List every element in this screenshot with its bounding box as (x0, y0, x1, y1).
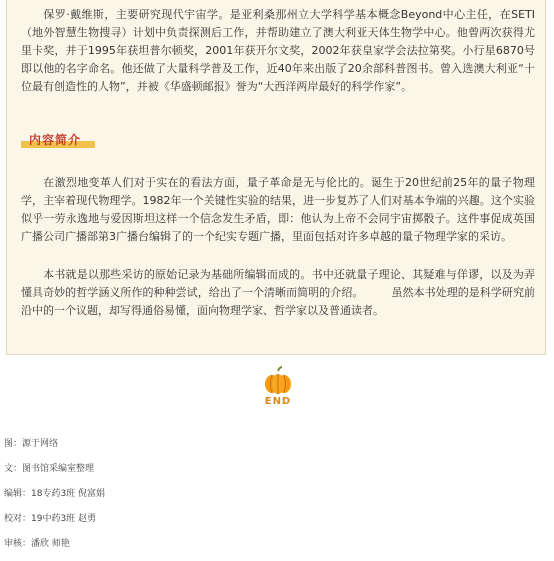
credit-editor: 编辑：18专药3班 倪富娟 (4, 489, 106, 499)
end-marker (259, 366, 297, 416)
author-intro-paragraph: 保罗·戴维斯，主要研究现代宇宙学。是亚利桑那州立大学科学基本概念Beyond中心主任，在SETI（地外智慧生物搜寻）计划中负责探测后工作，并帮助建立了澳大利亚天体生物学中心。他曾两次获得尤里卡奖，并于1995年获坦普尔顿奖，2001年获开尔文奖，2002年获皇家学会法拉第奖。小行星6870号即以他的名字命名。他还做了大量科学普及工作，近40年来出版了20余部科普图书。曾入选澳大利亚“十位最有创造性的人物”，并被《华盛顿邮报》誉为“大西洋两岸最好的科学作家”。 (21, 8, 535, 93)
credit-image-source: 图：源于网络 (4, 439, 59, 449)
credit-text-author: 文：图书馆采编室整理 (4, 464, 95, 474)
section-title: 内容简介 (29, 133, 82, 147)
credit-reviewer: 审核：潘欣 师艳 (4, 539, 70, 549)
pumpkin-icon (263, 366, 293, 396)
section-heading (21, 130, 81, 150)
summary-paragraph-1: 在激烈地变革人们对于实在的看法方面，量子革命是无与伦比的。诞生于20世纪前25年的量子物理学，主宰着现代物理学。1982年一个关键性实验的结果，进一步复苏了人们对基本争端的兴趣。这个实验似乎一劳永逸地与爱因斯坦这样一个信念发生矛盾，即：他认为上帝不会同宇宙掷骰子。这件事促成英国广播公司广播部第3广播台编辑了的一个纪实专题广播，里面包括对许多卓越的量子物理学家的采访。 (21, 176, 535, 243)
credit-proofreader: 校对：19中药3班 赵勇 (4, 514, 97, 524)
end-label: END (264, 396, 292, 407)
summary-paragraph-2: 本书就是以那些采访的原始记录为基础所编辑而成的。书中还就量子理论、其疑难与佯谬，以及为弄懂具奇妙的哲学涵义所作的种种尝试，给出了一个清晰而简明的介绍。 虽然本书处理的是科学研究前沿中的一个议题，却写得通俗易懂，面向物理学家、哲学家以及普通读者。 (21, 268, 536, 317)
book-intro-card (6, 0, 546, 355)
